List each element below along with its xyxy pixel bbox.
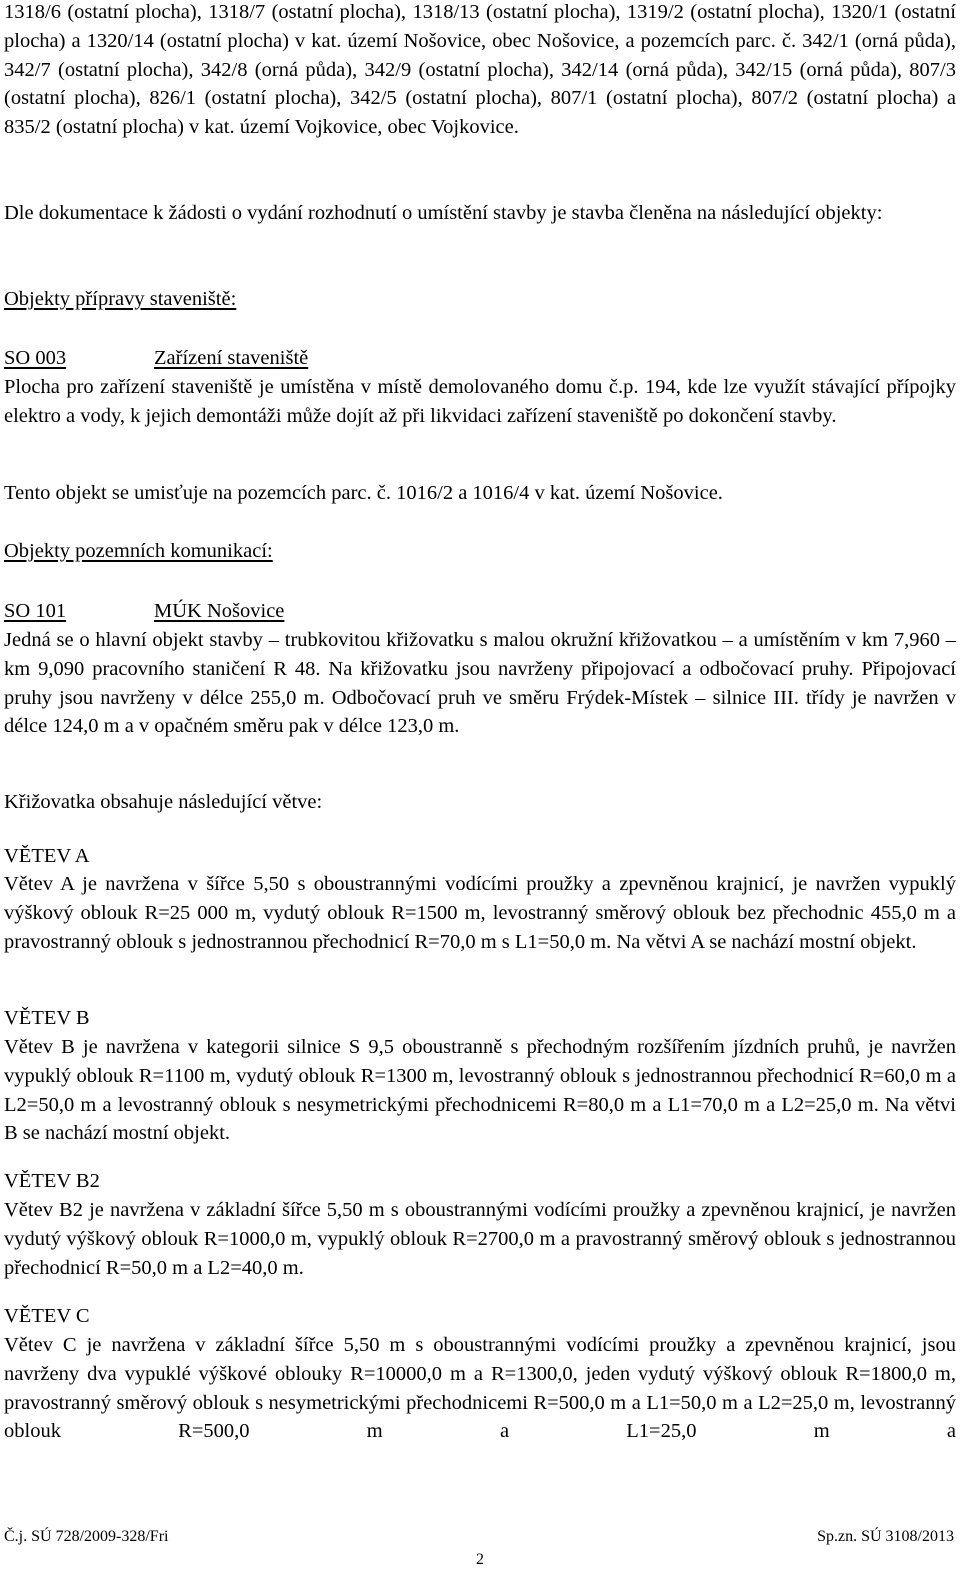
so-003-name: Zařízení staveniště [154, 347, 309, 369]
so-003-title-row [4, 344, 956, 373]
site-preparation-heading: Objekty přípravy staveniště: [4, 288, 237, 310]
branch-b-text: Větev B je navržena v kategorii silnice S 9,5 oboustranně s přechodným rozšířením jízdních pruhů, je navržen vypuklý oblouk R=1100 m, vydutý oblouk R=1300 m, levostranný oblouk s jednostrannou přechodnicí R=60,0 m a L2=50,0 m a levostranný oblouk s nesymetrickými přechodnicemi R=80,0 m a L1=70,0 m a L2=25,0 m. Na větvi B se nachází mostní objekt. [4, 1036, 956, 1145]
reference-number: Č.j. SÚ 728/2009-328/Fri [4, 1528, 169, 1545]
file-number: Sp.zn. SÚ 3108/2013 [817, 1528, 954, 1545]
so-101-name: MÚK Nošovice [154, 600, 285, 622]
branch-b-title: VĚTEV B [4, 1007, 90, 1029]
branches-intro: Křižovatka obsahuje následující větve: [4, 791, 323, 813]
branch-a-text: Větev A je navržena v šířce 5,50 s oboustrannými vodícími proužky a zpevněnou krajnicí, je navržen vypuklý výškový oblouk R=25 000 m, vydutý oblouk R=1500 m, levostranný směrový oblouk bez přechodnic 455,0 m a pravostranný oblouk s jednostrannou přechodnicí R=70,0 m s L1=50,0 m. Na větvi A se nachází mostní objekt. [4, 873, 956, 953]
so-101-title-row [4, 597, 956, 626]
so-003-code: SO 003 [4, 347, 67, 369]
so-101-description: Jedná se o hlavní objekt stavby – trubkovitou křižovatku s malou okružní křižovatkou – a umístěním v km 7,960 – km 9,090 pracovního staničení R 48. Na křižovatku jsou navrženy připojovací a odbočovací pruhy. Připojovací pruhy jsou navrženy v délce 255,0 m. Odbočovací pruh ve směru Frýdek-Místek – silnice III. třídy je navržen v délce 124,0 m a v opačném směru pak v délce 123,0 m. [4, 629, 956, 738]
page-footer [4, 1527, 954, 1547]
branch-c-text: Větev C je navržena v základní šířce 5,50 m s oboustrannými vodícími proužky a zpevněnou krajnicí, jsou navrženy dva vypuklé výškové oblouky R=10000,0 m a R=1300,0, jeden vydutý výškový oblouk R=1800,0 m, pravostranný směrový oblouk s nesymetrickými přechodnicemi R=500,0 m a L1=50,0 m a L2=25,0 m, levostranný oblouk R=500,0 m a L1=25,0 m a [4, 1334, 956, 1443]
so-003-location: Tento objekt se umisťuje na pozemcích parc. č. 1016/2 a 1016/4 v kat. území Nošovice. [4, 482, 723, 504]
so-003-description: Plocha pro zařízení staveniště je umístěna v místě demolovaného domu č.p. 194, kde lze využít stávající přípojky elektro a vody, k jejich demontáži může dojít až při likvidaci zařízení staveniště po dokončení stavby. [4, 376, 956, 427]
page-number: 2 [476, 1551, 484, 1568]
parcels-paragraph: 1318/6 (ostatní plocha), 1318/7 (ostatní plocha), 1318/13 (ostatní plocha), 1319/2 (ostatní plocha), 1320/1 (ostatní plocha) a 1320/14 (ostatní plocha) v kat. území Nošovice, obec Nošovice, a pozemcích parc. č. 342/1 (orná půda), 342/7 (ostatní plocha), 342/8 (orná půda), 342/9 (ostatní plocha), 342/14 (orná půda), 342/15 (orná půda), 807/3 (ostatní plocha), 826/1 (ostatní plocha), 342/5 (ostatní plocha), 807/1 (ostatní plocha), 807/2 (ostatní plocha) a 835/2 (ostatní plocha) v kat. území Vojkovice, obec Vojkovice. [4, 1, 956, 139]
road-objects-heading: Objekty pozemních komunikací: [4, 540, 273, 562]
branch-b2-text: Větev B2 je navržena v základní šířce 5,50 m s oboustrannými vodícími proužky a zpevněnou krajnicí, je navržen vydutý výškový oblouk R=1000,0 m, vypuklý oblouk R=2700,0 m a pravostranný směrový oblouk s jednostrannou přechodnicí R=50,0 m a L2=40,0 m. [4, 1199, 956, 1279]
branch-a-title: VĚTEV A [4, 845, 90, 867]
objects-intro-paragraph: Dle dokumentace k žádosti o vydání rozhodnutí o umístění stavby je stavba členěna na následující objekty: [4, 202, 883, 224]
branch-c-title: VĚTEV C [4, 1305, 90, 1327]
branch-b2-title: VĚTEV B2 [4, 1170, 100, 1192]
so-101-code: SO 101 [4, 600, 67, 622]
